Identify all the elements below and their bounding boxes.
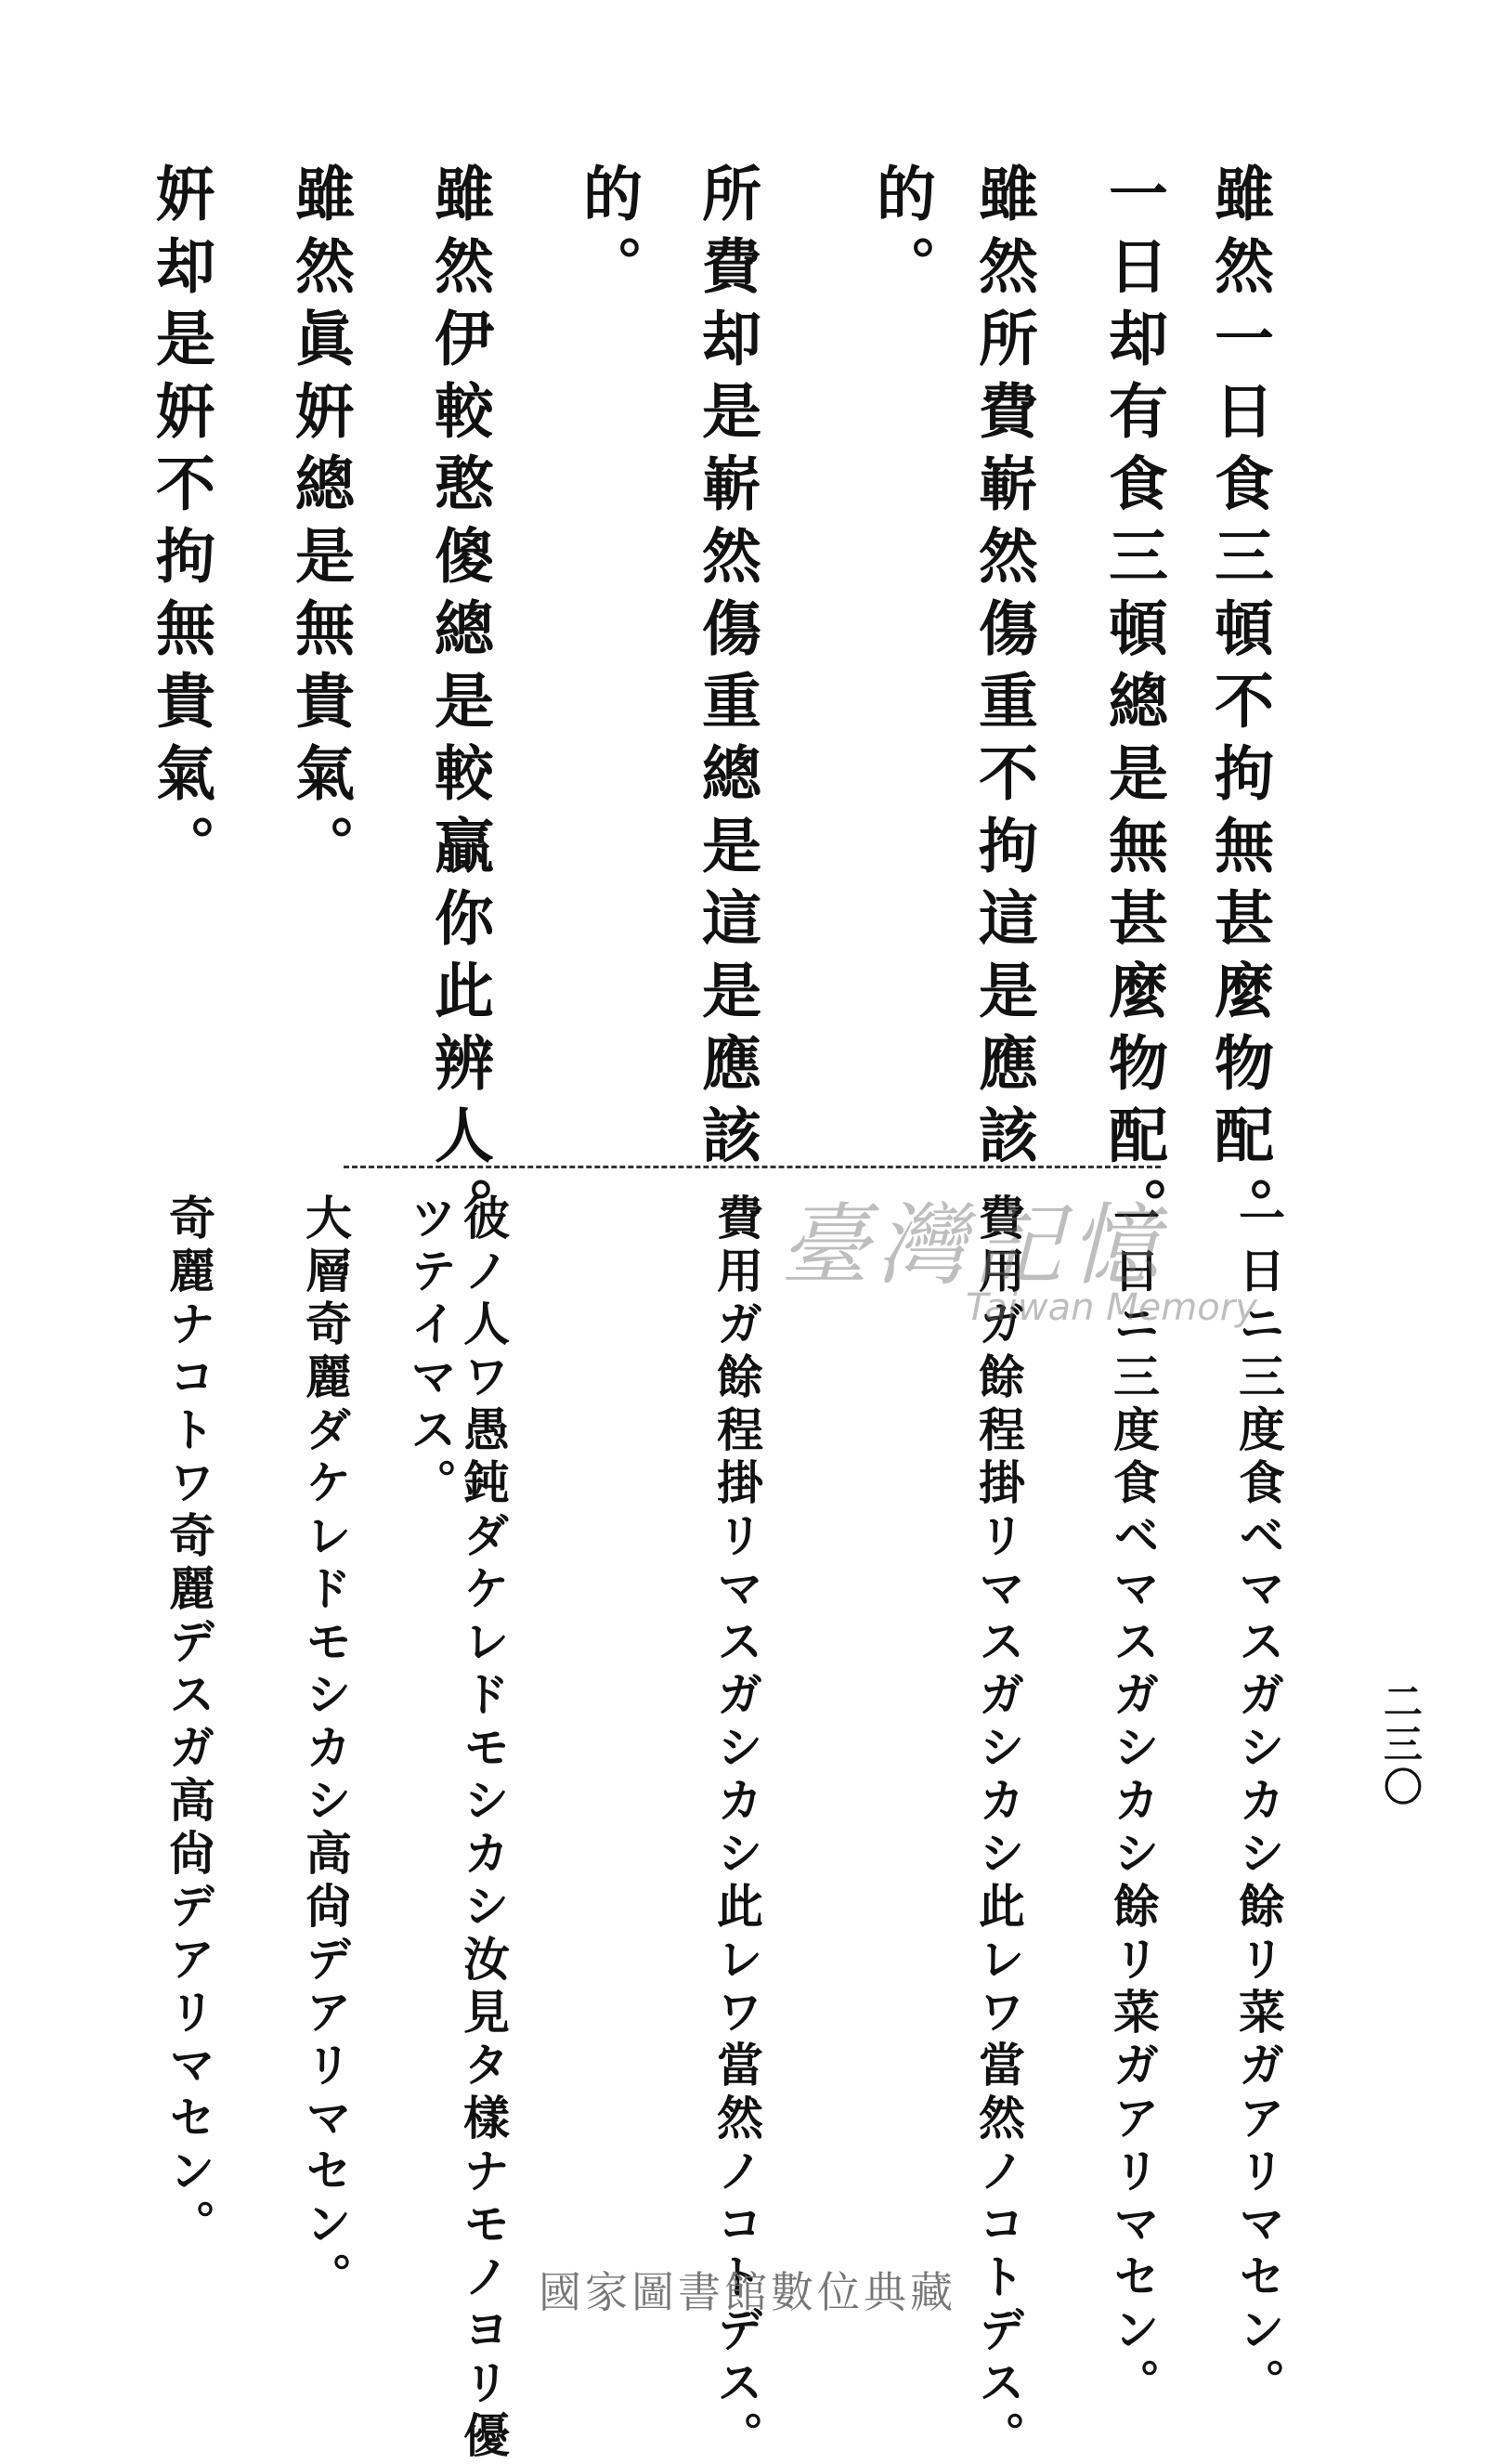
page-number: 二三〇	[1378, 1681, 1424, 1809]
lower-column-6: ツテイマス。	[403, 1193, 458, 1511]
section-divider	[344, 1166, 1161, 1168]
upper-column-9: 姸却是姸不拘無貴氣。	[146, 163, 215, 887]
upper-column-7: 雖然伊較憨傻總是較贏你此辨人。	[424, 163, 494, 1249]
footer-credit: 國家圖書館數位典藏	[539, 2267, 956, 2317]
lower-column-1: 一日ニ三度食ベマスガシカシ餘リ菜ガアリマセン。	[1231, 1193, 1286, 2411]
upper-column-8: 雖然眞姸總是無貴氣。	[285, 163, 355, 887]
upper-column-6: 的。	[573, 163, 643, 307]
upper-column-4: 的。	[866, 163, 936, 307]
lower-column-3: 費用ガ餘程掛リマスガシカシ此レワ當然ノコトデス。	[971, 1193, 1026, 2464]
upper-column-3: 雖然所費嶄然傷重不拘這是應該	[968, 163, 1038, 1177]
lower-column-4: 費用ガ餘程掛リマスガシカシ此レワ當然ノコトデス。	[709, 1193, 764, 2464]
watermark-subtitle: Taiwan Memory	[966, 1286, 1257, 1329]
upper-column-5: 所費却是嶄然傷重總是這是應該	[692, 163, 761, 1177]
upper-column-1: 雖然一日食三頓不拘無甚麼物配。	[1204, 163, 1274, 1249]
upper-column-2: 一日却有食三頓總是無甚麼物配。	[1098, 163, 1168, 1249]
lower-column-7: 大層奇麗ダケレドモシカシ高尙デアリマセン。	[298, 1193, 353, 2305]
lower-column-8: 奇麗ナコトワ奇麗デスガ高尙デアリマセン。	[162, 1193, 216, 2252]
lower-column-2: 一日ニ三度食ベマスガシカシ餘リ菜ガアリマセン。	[1106, 1193, 1161, 2411]
watermark-title: 臺灣記憶	[780, 1193, 1166, 1297]
lower-column-5: 彼ノ人ワ愚鈍ダケレドモシカシ汝見タ樣ナモノヨリ優	[456, 1193, 511, 2464]
